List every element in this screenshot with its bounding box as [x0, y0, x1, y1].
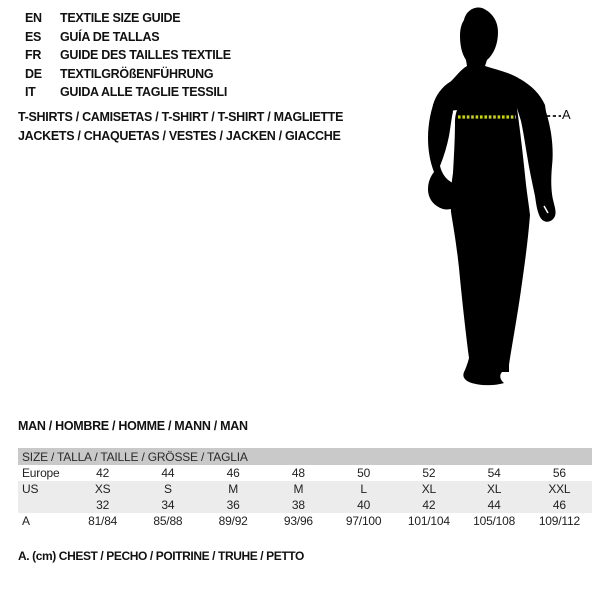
size-cell: 32 — [70, 497, 135, 513]
size-cell: M — [266, 481, 331, 497]
row-label — [18, 497, 70, 513]
size-cell: 105/108 — [473, 514, 516, 528]
size-cell: XXL — [527, 481, 592, 497]
size-cell: 97/100 — [345, 514, 382, 528]
table-row — [18, 481, 592, 497]
language-row — [25, 48, 231, 67]
table-header-label: SIZE / TALLA / TAILLE / GRÖSSE / TAGLIA — [18, 448, 592, 465]
size-cell: 36 — [201, 497, 266, 513]
size-cell: 85/88 — [153, 514, 183, 528]
size-cell: 46 — [527, 497, 592, 513]
language-row — [25, 67, 231, 86]
table-header-row — [18, 448, 592, 465]
size-cell: M — [201, 481, 266, 497]
size-cell: 93/96 — [283, 514, 313, 528]
language-label: TEXTILE SIZE GUIDE — [60, 11, 181, 25]
category-line-jackets: JACKETS / CHAQUETAS / VESTES / JACKEN / GIACCHE — [18, 128, 341, 143]
size-table-body — [18, 448, 592, 529]
language-label: GUIDA ALLE TAGLIE TESSILI — [60, 85, 228, 99]
row-label: Europe — [22, 466, 60, 480]
size-cell: 109/112 — [538, 514, 580, 528]
table-row — [18, 497, 592, 513]
category-line-tshirts: T-SHIRTS / CAMISETAS / T-SHIRT / T-SHIRT / MAGLIETTE — [18, 110, 344, 124]
language-row — [25, 11, 231, 30]
size-cell: 52 — [422, 466, 436, 480]
size-cell: 42 — [96, 466, 110, 480]
category-lines — [18, 108, 343, 145]
size-cell: 44 — [161, 466, 175, 480]
size-cell: 48 — [291, 466, 305, 480]
size-cell: 56 — [552, 466, 566, 480]
language-code: EN — [25, 11, 42, 25]
size-cell: XL — [462, 481, 527, 497]
footnote-chest: A. (cm) CHEST / PECHO / POITRINE / TRUHE / PETTO — [18, 549, 304, 563]
size-cell: 54 — [487, 466, 501, 480]
size-cell: 81/84 — [88, 514, 118, 528]
row-label: US — [18, 481, 70, 497]
size-cell: 101/104 — [407, 514, 450, 528]
language-row — [25, 85, 231, 104]
language-code: IT — [25, 85, 36, 99]
language-label: GUÍA DE TALLAS — [60, 29, 160, 44]
size-figure — [370, 0, 580, 400]
measure-label-a: A — [562, 107, 571, 122]
size-cell: S — [135, 481, 200, 497]
size-cell: 42 — [396, 497, 461, 513]
size-cell: 38 — [266, 497, 331, 513]
language-label: TEXTILGRÖßENFÜHRUNG — [60, 66, 214, 81]
language-row — [25, 30, 231, 49]
size-cell: 44 — [462, 497, 527, 513]
size-cell: 40 — [331, 497, 396, 513]
language-code: DE — [25, 66, 42, 81]
table-row — [18, 465, 592, 481]
language-list — [25, 11, 231, 104]
size-cell: 46 — [226, 466, 240, 480]
size-cell: 89/92 — [218, 514, 248, 528]
language-label: GUIDE DES TAILLES TEXTILE — [60, 48, 231, 62]
size-cell: XL — [396, 481, 461, 497]
size-cell: 50 — [357, 466, 371, 480]
language-code: ES — [25, 29, 42, 44]
section-title-man: MAN / HOMBRE / HOMME / MANN / MAN — [18, 419, 248, 433]
language-code: FR — [25, 48, 42, 62]
size-cell: 34 — [135, 497, 200, 513]
size-cell: XS — [70, 481, 135, 497]
table-row — [18, 513, 592, 529]
size-table — [18, 448, 592, 529]
row-label: A — [22, 514, 30, 528]
size-cell: L — [331, 481, 396, 497]
